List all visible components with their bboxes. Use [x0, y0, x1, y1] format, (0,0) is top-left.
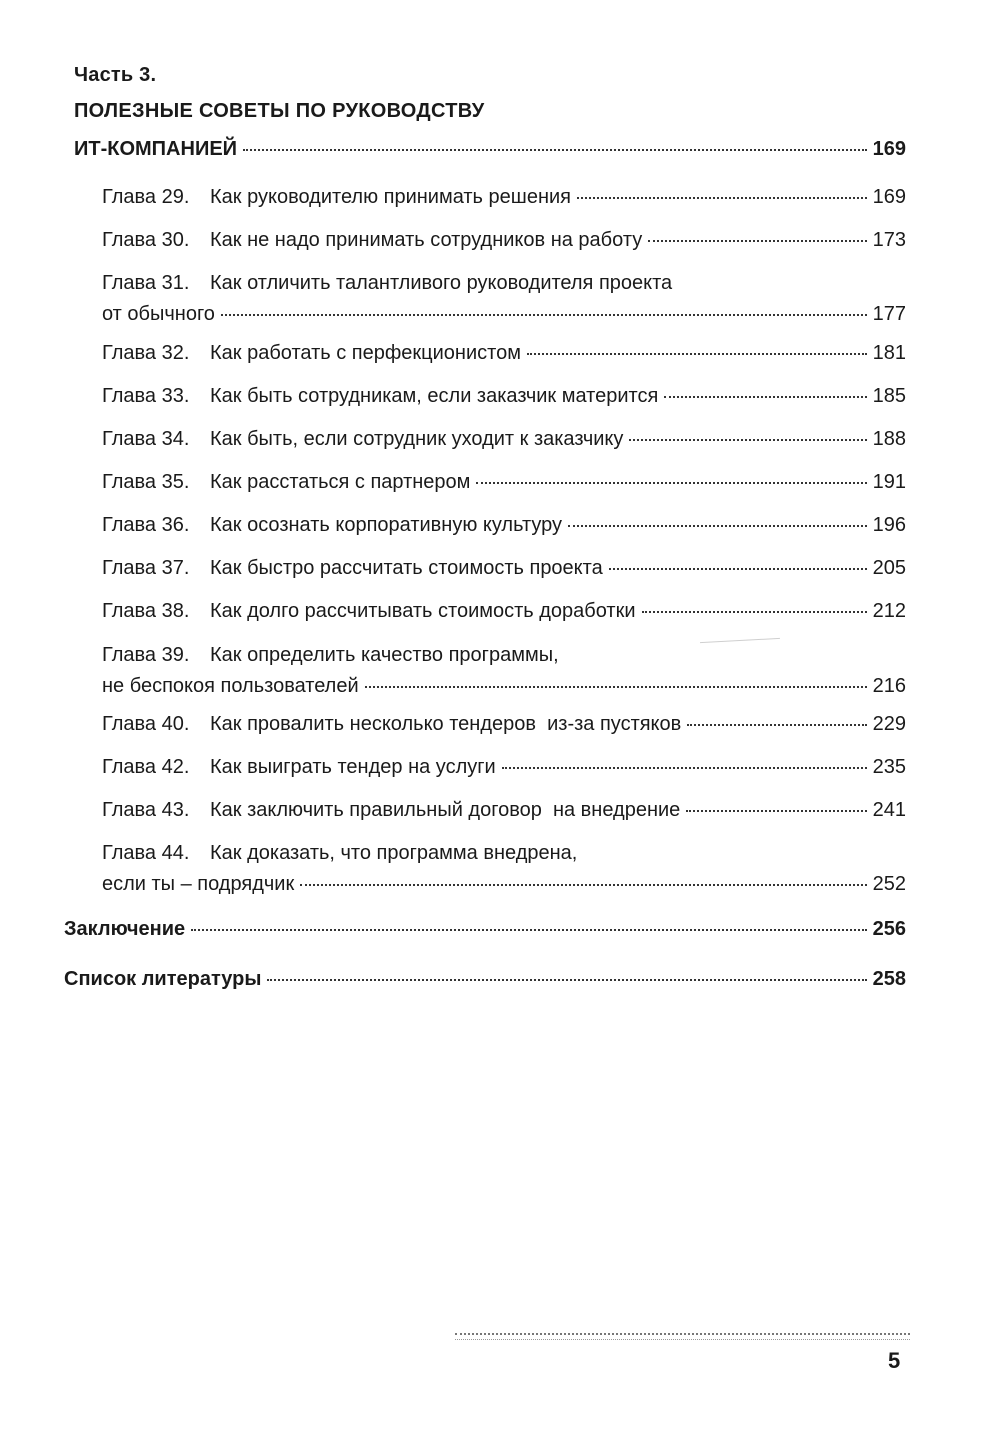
toc-entry-chapter-40[interactable]	[102, 713, 906, 736]
toc-entry-bibliography[interactable]	[64, 968, 906, 991]
chapter-page: 216	[872, 675, 906, 697]
footer-rule	[455, 1333, 910, 1340]
leader-dots	[568, 525, 867, 527]
toc-entry-chapter-36[interactable]	[102, 514, 906, 537]
chapter-title: Глава 33. Как быть сотрудникам, если заказчик матерится	[102, 385, 659, 407]
toc-entry-chapter-33[interactable]	[102, 385, 906, 408]
leader-dots	[267, 979, 866, 981]
part-title-line2: ИТ-КОМПАНИЕЙ	[74, 138, 238, 160]
chapter-title: Глава 34. Как быть, если сотрудник уходит к заказчику	[102, 428, 624, 450]
conclusion-page: 256	[872, 918, 906, 940]
part-title-line1: ПОЛЕЗНЫЕ СОВЕТЫ ПО РУКОВОДСТВУ	[74, 100, 485, 122]
chapter-page: 169	[872, 186, 906, 208]
chapter-title: Глава 37. Как быстро рассчитать стоимость проекта	[102, 557, 603, 579]
toc-entry-chapter-39-line1[interactable]: Глава 39. Как определить качество программы,	[102, 644, 559, 666]
toc-entry-chapter-31[interactable]	[102, 303, 906, 326]
leader-dots	[629, 439, 866, 441]
leader-dots	[686, 810, 866, 812]
toc-entry-chapter-43[interactable]	[102, 799, 906, 822]
part-page: 169	[872, 138, 906, 160]
toc-entry-chapter-44-line1[interactable]: Глава 44. Как доказать, что программа внедрена,	[102, 842, 578, 864]
leader-dots	[300, 884, 866, 886]
chapter-title: Как определить качество программы,	[210, 644, 559, 666]
chapter-page: 252	[872, 873, 906, 895]
leader-dots	[476, 482, 866, 484]
leader-dots	[642, 611, 867, 613]
chapter-page: 185	[872, 385, 906, 407]
chapter-title: Как отличить талантливого руководителя проекта	[210, 272, 673, 294]
chapter-title: Глава 40. Как провалить несколько тендеров из-за пустяков	[102, 713, 682, 735]
chapter-page: 205	[872, 557, 906, 579]
toc-entry-chapter-29[interactable]	[102, 186, 906, 209]
bibliography-title: Список литературы	[64, 968, 262, 990]
chapter-page: 229	[872, 713, 906, 735]
chapter-title-cont: не беспокоя пользователей	[102, 675, 359, 697]
toc-entry-chapter-42[interactable]	[102, 756, 906, 779]
chapter-page: 188	[872, 428, 906, 450]
toc-entry-chapter-32[interactable]	[102, 342, 906, 365]
toc-entry-chapter-30[interactable]	[102, 229, 906, 252]
leader-dots	[664, 396, 866, 398]
chapter-page: 177	[872, 303, 906, 325]
toc-entry-chapter-35[interactable]	[102, 471, 906, 494]
leader-dots	[243, 149, 867, 151]
chapter-title: Глава 32. Как работать с перфекционистом	[102, 342, 521, 364]
chapter-title: Глава 29. Как руководителю принимать решения	[102, 186, 571, 208]
toc-entry-chapter-34[interactable]	[102, 428, 906, 451]
chapter-page: 173	[872, 229, 906, 251]
toc-entry-chapter-31-line1[interactable]: Глава 31. Как отличить талантливого руководителя проекта	[102, 272, 673, 294]
chapter-title: Глава 30. Как не надо принимать сотрудников на работу	[102, 229, 643, 251]
chapter-page: 181	[872, 342, 906, 364]
chapter-page: 241	[872, 799, 906, 821]
leader-dots	[648, 240, 866, 242]
chapter-title: Глава 36. Как осознать корпоративную культуру	[102, 514, 563, 536]
toc-entry-part[interactable]	[74, 138, 906, 161]
leader-dots	[191, 929, 866, 931]
leader-dots	[527, 353, 867, 355]
toc-entry-chapter-44[interactable]	[102, 873, 906, 896]
toc-entry-chapter-37[interactable]	[102, 557, 906, 580]
chapter-page: 212	[872, 600, 906, 622]
chapter-title: Глава 43. Как заключить правильный договор на внедрение	[102, 799, 681, 821]
chapter-page: 196	[872, 514, 906, 536]
leader-dots	[221, 314, 867, 316]
chapter-title: Глава 35. Как расстаться с партнером	[102, 471, 471, 493]
page-number: 5	[888, 1348, 901, 1373]
leader-dots	[687, 724, 866, 726]
leader-dots	[609, 568, 867, 570]
leader-dots	[502, 767, 867, 769]
chapter-title: Глава 38. Как долго рассчитывать стоимость доработки	[102, 600, 636, 622]
leader-dots	[365, 686, 867, 688]
scan-artifact	[700, 638, 780, 643]
bibliography-page: 258	[872, 968, 906, 990]
chapter-page: 235	[872, 756, 906, 778]
chapter-title: Глава 42. Как выиграть тендер на услуги	[102, 756, 496, 778]
chapter-title: Как доказать, что программа внедрена,	[210, 842, 578, 864]
conclusion-title: Заключение	[64, 918, 186, 940]
chapter-title-cont: от обычного	[102, 303, 215, 325]
toc-entry-chapter-38[interactable]	[102, 600, 906, 623]
toc-entry-chapter-39[interactable]	[102, 675, 906, 698]
chapter-title-cont: если ты – подрядчик	[102, 873, 295, 895]
toc-entry-conclusion[interactable]	[64, 918, 906, 941]
part-label: Часть 3.	[74, 64, 157, 86]
leader-dots	[577, 197, 867, 199]
chapter-page: 191	[872, 471, 906, 493]
